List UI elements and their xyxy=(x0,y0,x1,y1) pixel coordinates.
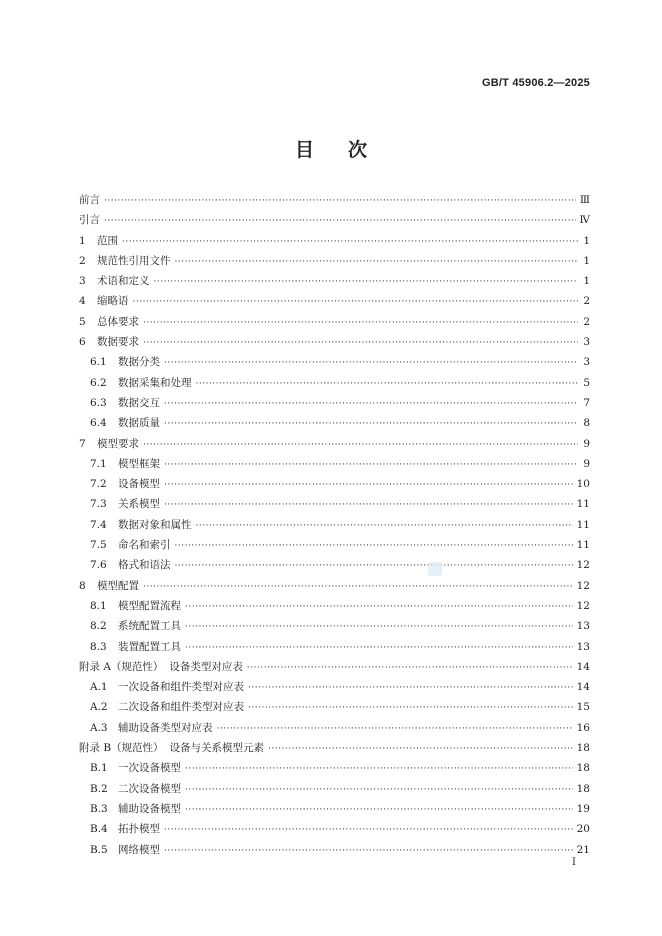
toc-entry-title: 设备类型对应表 xyxy=(169,660,243,673)
toc-leader-dots xyxy=(164,455,578,475)
toc-entry-page: 10 xyxy=(576,478,590,491)
toc-entry[interactable] xyxy=(79,332,590,352)
toc-entry-number: 8.2 xyxy=(90,620,107,633)
toc-entry-number: 2 xyxy=(79,254,86,267)
toc-entry[interactable] xyxy=(79,454,590,474)
toc-leader-dots xyxy=(133,292,579,312)
toc-entry-page: 3 xyxy=(583,336,590,349)
toc-entry[interactable] xyxy=(79,616,590,636)
toc-entry-number: 6 xyxy=(79,336,86,349)
toc-entry-page: 2 xyxy=(583,315,590,328)
toc-entry-number: 6.4 xyxy=(90,417,107,430)
toc-entry-title: 模型要求 xyxy=(97,437,139,450)
toc-entry-title: 数据采集和处理 xyxy=(118,376,192,389)
toc-entry-number: 7.1 xyxy=(90,457,107,470)
toc-leader-dots xyxy=(122,232,578,252)
toc-leader-dots xyxy=(164,394,578,414)
toc-leader-dots xyxy=(248,698,573,718)
toc-entry-page: 18 xyxy=(576,762,590,775)
toc-entry-number: 7.2 xyxy=(90,478,107,491)
toc-entry[interactable] xyxy=(79,231,590,251)
toc-entry-title: 总体要求 xyxy=(97,315,139,328)
toc-leader-dots xyxy=(185,780,573,800)
toc-entry-title: 二次设备和组件类型对应表 xyxy=(118,701,244,714)
toc-entry-page: 9 xyxy=(583,457,590,470)
toc-entry-title: 范围 xyxy=(97,234,118,247)
toc-entry-page: 3 xyxy=(583,356,590,369)
title-part-1: 目 xyxy=(294,139,314,161)
toc-entry-number: 6.1 xyxy=(90,356,107,369)
toc-leader-dots xyxy=(185,759,573,779)
toc-entry-number: B.4 xyxy=(90,823,108,836)
toc-entry-title: 辅助设备类型对应表 xyxy=(118,721,213,734)
toc-entry[interactable] xyxy=(79,637,590,657)
toc-entry-title: 术语和定义 xyxy=(97,275,150,288)
toc-entry-title: 格式和语法 xyxy=(118,559,171,572)
toc-entry-title: 一次设备和组件类型对应表 xyxy=(118,681,244,694)
toc-entry[interactable] xyxy=(79,819,590,839)
toc-leader-dots xyxy=(196,374,579,394)
toc-entry-title: 数据要求 xyxy=(97,336,139,349)
toc-entry-page: 19 xyxy=(576,802,590,815)
toc-entry-page: 18 xyxy=(576,742,590,755)
toc-entry-number: 8 xyxy=(79,579,86,592)
toc-entry-page: 11 xyxy=(576,539,590,552)
toc-entry-number: A.1 xyxy=(90,681,108,694)
standard-code: GB/T 45906.2—2025 xyxy=(482,77,590,89)
toc-leader-dots xyxy=(248,678,573,698)
toc-entry[interactable] xyxy=(79,352,590,372)
toc-entry-title: 模型框架 xyxy=(118,457,160,470)
toc-entry[interactable] xyxy=(79,494,590,514)
toc-entry[interactable] xyxy=(79,515,590,535)
toc-entry[interactable] xyxy=(79,393,590,413)
page-title xyxy=(0,135,662,162)
toc-leader-dots xyxy=(104,211,576,231)
toc-entry-number: 1 xyxy=(79,234,86,247)
toc-entry-page: 5 xyxy=(583,376,590,389)
toc-entry-page: 16 xyxy=(576,721,590,734)
toc-entry-title: 引言 xyxy=(79,214,100,227)
toc-entry[interactable] xyxy=(79,697,590,717)
toc-entry[interactable] xyxy=(79,190,590,210)
toc-entry-number: A.3 xyxy=(90,721,108,734)
toc-leader-dots xyxy=(164,841,573,861)
toc-entry-number: 8.1 xyxy=(90,599,107,612)
toc-leader-dots xyxy=(154,272,579,292)
toc-entry-title: 缩略语 xyxy=(97,295,129,308)
toc-entry-title: 关系模型 xyxy=(118,498,160,511)
toc-entry-page: 1 xyxy=(583,234,590,247)
toc-entry[interactable] xyxy=(79,718,590,738)
toc-leader-dots xyxy=(175,556,573,576)
toc-leader-dots xyxy=(164,495,573,515)
toc-entry-page: 14 xyxy=(576,681,590,694)
toc-entry[interactable] xyxy=(79,657,590,677)
toc-entry-page: 20 xyxy=(576,823,590,836)
toc-entry-title: 数据对象和属性 xyxy=(118,518,192,531)
toc-entry-number: 7.6 xyxy=(90,559,107,572)
toc-entry-number: 6.3 xyxy=(90,396,107,409)
toc-leader-dots xyxy=(185,800,573,820)
toc-leader-dots xyxy=(175,252,579,272)
toc-entry[interactable] xyxy=(79,555,590,575)
toc-entry-number: B.2 xyxy=(90,782,108,795)
toc-leader-dots xyxy=(164,414,578,434)
title-part-2: 次 xyxy=(348,139,368,161)
toc-entry-number: A.2 xyxy=(90,701,108,714)
toc-entry-number: 附录 B（规范性） xyxy=(79,742,164,755)
toc-entry-title: 辅助设备模型 xyxy=(118,802,181,815)
toc-entry-page: 21 xyxy=(576,843,590,856)
toc-entry[interactable] xyxy=(79,291,590,311)
toc-entry-page: 2 xyxy=(583,295,590,308)
toc-entry-page: 11 xyxy=(576,498,590,511)
toc-entry-number: 7.5 xyxy=(90,539,107,552)
toc-entry-title: 模型配置流程 xyxy=(118,599,181,612)
toc-entry-title: 装置配置工具 xyxy=(118,640,181,653)
toc-entry-number: 4 xyxy=(79,295,86,308)
table-of-contents xyxy=(79,190,590,860)
toc-entry-title: 一次设备模型 xyxy=(118,762,181,775)
toc-entry[interactable] xyxy=(79,799,590,819)
toc-entry-page: Ⅲ xyxy=(579,194,590,206)
toc-leader-dots xyxy=(104,191,576,211)
toc-leader-dots xyxy=(143,435,578,455)
toc-entry[interactable] xyxy=(79,596,590,616)
toc-entry-title: 数据分类 xyxy=(118,356,160,369)
toc-entry[interactable] xyxy=(79,677,590,697)
toc-entry-page: 12 xyxy=(576,599,590,612)
toc-entry-page: 13 xyxy=(576,620,590,633)
toc-entry[interactable] xyxy=(79,738,590,758)
toc-leader-dots xyxy=(164,475,573,495)
toc-entry-title: 前言 xyxy=(79,194,100,206)
toc-entry-title: 拓扑模型 xyxy=(118,823,160,836)
toc-entry-title: 模型配置 xyxy=(97,579,139,592)
toc-entry-title: 设备与关系模型元素 xyxy=(169,742,265,755)
toc-entry-page: 12 xyxy=(576,579,590,592)
toc-entry-page: 1 xyxy=(583,254,590,267)
toc-leader-dots xyxy=(185,597,573,617)
page-number: I xyxy=(572,857,576,868)
toc-entry-title: 数据质量 xyxy=(118,417,160,430)
toc-leader-dots xyxy=(143,333,578,353)
toc-entry[interactable] xyxy=(79,474,590,494)
toc-leader-dots xyxy=(175,536,573,556)
toc-entry-number: 5 xyxy=(79,315,86,328)
toc-entry-page: 18 xyxy=(576,782,590,795)
toc-entry-page: 13 xyxy=(576,640,590,653)
toc-entry[interactable] xyxy=(79,576,590,596)
toc-entry[interactable] xyxy=(79,840,590,860)
toc-entry-number: 7.4 xyxy=(90,518,107,531)
toc-entry-page: 7 xyxy=(583,396,590,409)
toc-entry[interactable] xyxy=(79,434,590,454)
toc-entry-title: 设备模型 xyxy=(118,478,160,491)
toc-entry[interactable] xyxy=(79,210,590,230)
toc-leader-dots xyxy=(185,617,573,637)
toc-entry-page: 15 xyxy=(576,701,590,714)
toc-entry[interactable] xyxy=(79,413,590,433)
toc-leader-dots xyxy=(143,313,578,333)
toc-entry-title: 数据交互 xyxy=(118,396,160,409)
toc-leader-dots xyxy=(217,719,573,739)
toc-entry[interactable] xyxy=(79,758,590,778)
toc-leader-dots xyxy=(268,739,573,759)
toc-leader-dots xyxy=(164,820,573,840)
toc-entry-title: 系统配置工具 xyxy=(118,620,181,633)
toc-entry-title: 二次设备模型 xyxy=(118,782,181,795)
toc-entry-number: B.1 xyxy=(90,762,108,775)
toc-entry[interactable] xyxy=(79,535,590,555)
toc-entry-page: 11 xyxy=(576,518,590,531)
toc-entry[interactable] xyxy=(79,373,590,393)
toc-leader-dots xyxy=(247,658,573,678)
toc-entry-number: 附录 A（规范性） xyxy=(79,660,164,673)
toc-entry-title: 网络模型 xyxy=(118,843,160,856)
toc-entry-page: 14 xyxy=(576,660,590,673)
toc-leader-dots xyxy=(196,516,573,536)
toc-entry-page: Ⅳ xyxy=(579,214,590,227)
toc-entry-number: 3 xyxy=(79,275,86,288)
toc-entry[interactable] xyxy=(79,271,590,291)
toc-entry-page: 9 xyxy=(583,437,590,450)
toc-entry-number: 8.3 xyxy=(90,640,107,653)
toc-entry-title: 命名和索引 xyxy=(118,539,171,552)
toc-entry-number: B.3 xyxy=(90,802,108,815)
toc-entry-number: 7.3 xyxy=(90,498,107,511)
toc-leader-dots xyxy=(185,638,573,658)
toc-entry-title: 规范性引用文件 xyxy=(97,254,171,267)
toc-leader-dots xyxy=(143,577,573,597)
toc-entry-number: 6.2 xyxy=(90,376,107,389)
toc-entry-page: 1 xyxy=(583,275,590,288)
toc-leader-dots xyxy=(164,353,578,373)
toc-entry-number: 7 xyxy=(79,437,86,450)
toc-entry[interactable] xyxy=(79,779,590,799)
watermark-icon xyxy=(428,562,442,576)
toc-entry-page: 12 xyxy=(576,559,590,572)
toc-entry[interactable] xyxy=(79,251,590,271)
toc-entry-number: B.5 xyxy=(90,843,108,856)
toc-entry-page: 8 xyxy=(583,417,590,430)
toc-entry[interactable] xyxy=(79,312,590,332)
